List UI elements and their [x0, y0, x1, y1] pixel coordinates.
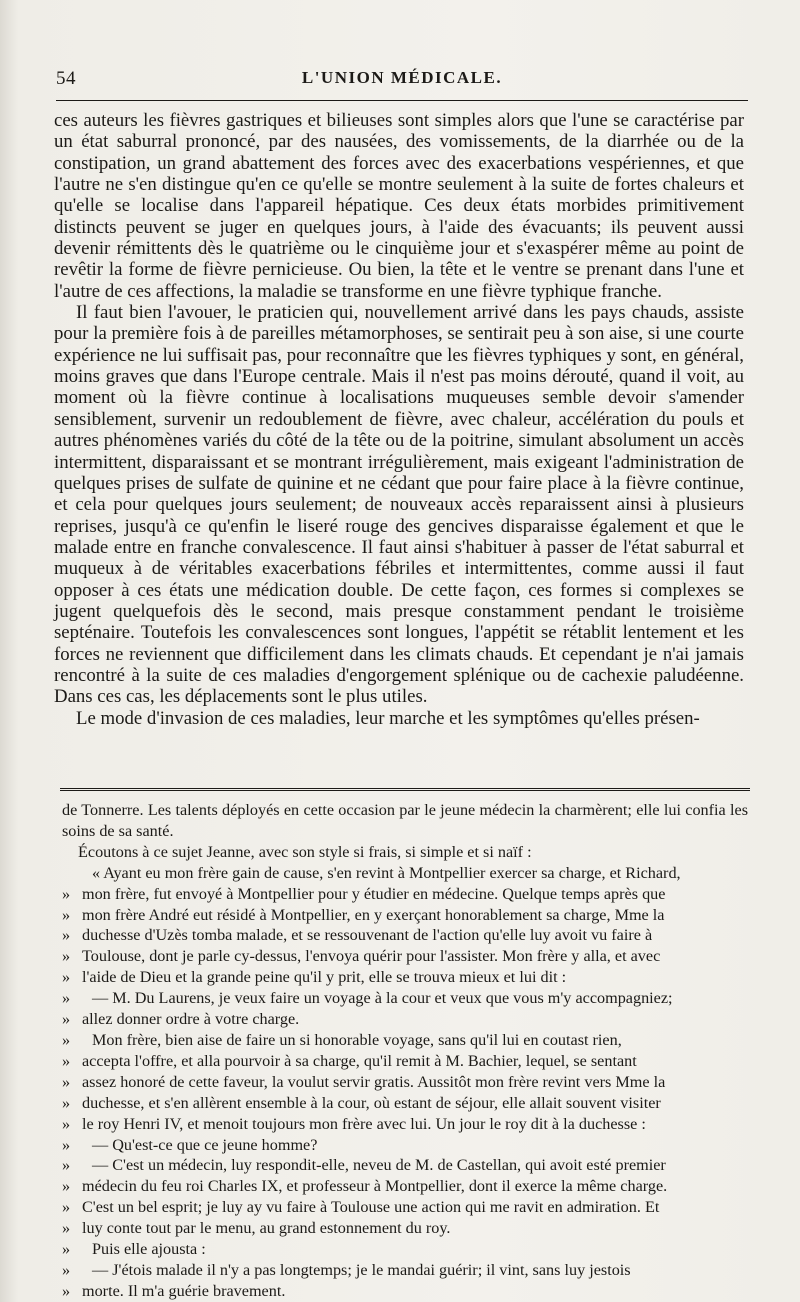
- quote-line: [62, 905, 748, 926]
- quote-line: [62, 1176, 748, 1197]
- quote-line: [62, 1009, 748, 1030]
- quote-mark: »: [62, 968, 71, 987]
- quote-text: luy conte tout par le menu, au grand estonnement du roy.: [82, 1219, 451, 1238]
- quote-mark: »: [62, 884, 71, 903]
- quote-line: [62, 1281, 748, 1302]
- header-rule: [56, 100, 748, 101]
- quote-mark: »: [62, 926, 71, 945]
- quote-mark: »: [62, 1198, 71, 1217]
- quote-text: morte. Il m'a guérie bravement.: [82, 1281, 286, 1300]
- quote-mark: »: [62, 1240, 71, 1259]
- quote-line: [62, 946, 748, 967]
- footnote: [62, 800, 748, 1302]
- quote-text: l'aide de Dieu et la grande peine qu'il y prit, elle se trouva mieux et lui dit :: [82, 968, 567, 987]
- quote-line: [62, 1239, 748, 1260]
- quote-line: [62, 967, 748, 988]
- footnote-lead: Écoutons à ce sujet Jeanne, avec son style si frais, si simple et si naïf :: [78, 842, 532, 861]
- running-title: L'UNION MÉDICALE.: [301, 68, 503, 87]
- quote-text: médecin du feu roi Charles IX, et professeur à Montpellier, dont il exerce la même charge.: [82, 1177, 668, 1196]
- quote-mark: »: [62, 1010, 71, 1029]
- footnote-intro: de Tonnerre. Les talents déployés en cette occasion par le jeune médecin la charmèrent; elle lui confia les soins de sa santé.: [62, 801, 748, 840]
- page-header: [56, 58, 748, 98]
- paragraph: Il faut bien l'avouer, le praticien qui, nouvellement arrivé dans les pays chauds, assiste pour la première fois à de pareilles métamorphoses, se sentirait peu à son aise, si une courte expérience ne lui suffisait pas, pour reconnaître que les fièvres typhiques y sont, en général, moins graves que dans l'Europe centrale. Mais il n'est pas moins dérouté, quand il voit, au moment où la fièvre continue à localisations muqueuses semble devoir s'amender sensiblement, survenir un redoublement de fièvre, avec chaleur, accélération du pouls et autres phénomènes variés du côté de la tête ou de la poitrine, simulant absolument un accès intermittent, disparaissant et se montrant irrégulièrement, mais exigeant l'administration de quelques prises de sulfate de quinine et ne cédant que pour faire place à la fièvre continue, et cela pour quelques jours seulement; de nouveaux accès reparaissent ainsi à plusieurs reprises, jusqu'à ce qu'enfin le liseré rouge des gencives disparaisse également et que le malade entre en franche convalescence. Il faut ainsi s'habituer à passer de l'état saburral et muqueux à de véritables exacerbations fébriles et intermittentes, comme aussi il faut opposer à ces états une médication double. De cette façon, ces formes si complexes se jugent quelquefois dès le second, mais presque constamment pendant le troisième septénaire. Toutefois les convalescences sont longues, l'appétit se rétablit lentement et les forces ne reviennent que difficilement dans les climats chauds. Et cependant je n'ai jamais rencontré à la suite de ces maladies d'engorgement splénique ou de cachexie paludéenne. Dans ces cas, les déplacements sont le plus utiles.: [54, 302, 744, 708]
- quote-text: le roy Henri IV, et menoit toujours mon frère avec lui. Un jour le roy dit à la duchesse :: [82, 1114, 646, 1133]
- page-number: 54: [56, 68, 76, 89]
- quote-text: Toulouse, dont je parle cy-dessus, l'envoya quérir pour l'assister. Mon frère y alla, et avec: [82, 947, 661, 966]
- quote-line: [62, 988, 748, 1009]
- quote-text: — M. Du Laurens, je veux faire un voyage à la cour et veux que vous m'y accompagniez;: [92, 989, 673, 1008]
- quote-mark: »: [62, 905, 71, 924]
- quote-text: duchesse d'Uzès tomba malade, et se ressouvenant de l'action qu'elle luy avoit vu faire à: [82, 926, 653, 945]
- quote-line: [62, 863, 748, 884]
- quote-line: [62, 1093, 748, 1114]
- quote-line: [62, 1260, 748, 1281]
- quote-text: C'est un bel esprit; je luy ay vu faire à Toulouse une action qui me ravit en admiration. Et: [82, 1198, 660, 1217]
- quote-text: mon frère, fut envoyé à Montpellier pour y étudier en médecine. Quelque temps après que: [82, 884, 666, 903]
- quote-text: Puis elle ajousta :: [92, 1240, 206, 1259]
- quote-mark: »: [62, 1030, 71, 1049]
- quote-line: [62, 1051, 748, 1072]
- quote-text: duchesse, et s'en allèrent ensemble à la cour, où estant de séjour, elle allait souvent visiter: [82, 1093, 661, 1112]
- quote-mark: »: [62, 947, 71, 966]
- quote-line: [62, 1135, 748, 1156]
- quote-mark: »: [62, 1219, 71, 1238]
- quote-mark: »: [62, 1260, 71, 1279]
- quote-text: accepta l'offre, et alla pourvoir à sa charge, qu'il remit à M. Bachier, lequel, se sentant: [82, 1051, 637, 1070]
- quote-line: [62, 1114, 748, 1135]
- quote-line: [62, 1218, 748, 1239]
- quote-mark: »: [62, 1281, 71, 1300]
- quote-mark: [62, 863, 82, 884]
- footnote-quote: [62, 863, 748, 1302]
- paragraph: Le mode d'invasion de ces maladies, leur marche et les symptômes qu'elles présen-: [76, 707, 700, 729]
- quote-mark: »: [62, 1114, 71, 1133]
- quote-line: [62, 1030, 748, 1051]
- quote-mark: »: [62, 1135, 71, 1154]
- quote-mark: »: [62, 1072, 71, 1091]
- quote-text: — C'est un médecin, luy respondit-elle, neveu de M. de Castellan, qui avoit esté premier: [92, 1156, 666, 1175]
- quote-text: — Qu'est-ce que ce jeune homme?: [92, 1135, 318, 1154]
- quote-mark: »: [62, 1177, 71, 1196]
- quote-text: — J'étois malade il n'y a pas longtemps; je le mandai guérir; il vint, sans luy jestois: [92, 1260, 631, 1279]
- quote-line: [62, 1197, 748, 1218]
- quote-line: [62, 925, 748, 946]
- quote-line: [62, 1155, 748, 1176]
- main-text: [54, 110, 744, 729]
- paragraph: ces auteurs les fièvres gastriques et bilieuses sont simples alors que l'une se caractérise par un état saburral prononcé, par des nausées, des vomissements, de la diarrhée ou de la constipation, un grand abattement des forces avec des exacerbations vespériennes, et que l'autre ne s'en distingue qu'en ce qu'elle se montre seulement à la suite de fortes chaleurs et qu'elle se localise dans l'appareil hépatique. Ces deux états morbides primitivement distincts peuvent se juger en quelques jours, à l'aide des évacuants; ils peuvent aussi devenir rémittents dès le quatrième ou le cinquième jour et s'exaspérer même au point de revêtir la forme de fièvre pernicieuse. Ou bien, la tête et le ventre se prenant dans l'une et l'autre de ces affections, la maladie se transforme en une fièvre typhique franche.: [54, 110, 744, 302]
- quote-line: [62, 1072, 748, 1093]
- quote-line: [62, 884, 748, 905]
- quote-text: allez donner ordre à votre charge.: [82, 1010, 300, 1029]
- quote-mark: »: [62, 1093, 71, 1112]
- quote-text: « Ayant eu mon frère gain de cause, s'en revint à Montpellier exercer sa charge, et Richard,: [92, 863, 681, 882]
- quote-text: Mon frère, bien aise de faire un si honorable voyage, sans qu'il lui en coutast rien,: [92, 1030, 622, 1049]
- quote-mark: »: [62, 989, 71, 1008]
- footnote-rule: [60, 788, 750, 794]
- quote-text: mon frère André eut résidé à Montpellier, en y exerçant honorablement sa charge, Mme la: [82, 905, 665, 924]
- quote-text: assez honoré de cette faveur, la voulut servir gratis. Aussitôt mon frère revint vers Mme la: [82, 1072, 666, 1091]
- quote-mark: »: [62, 1051, 71, 1070]
- quote-mark: »: [62, 1156, 71, 1175]
